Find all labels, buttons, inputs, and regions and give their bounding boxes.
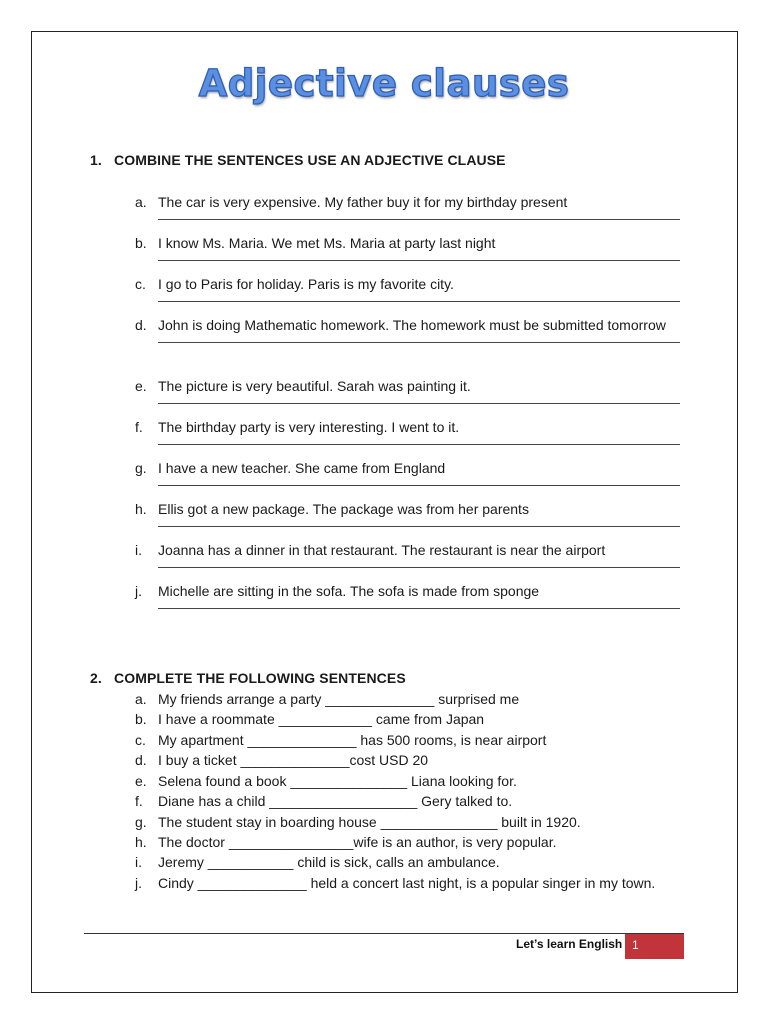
exercise-2-item-j <box>135 873 680 893</box>
item-letter: j. <box>135 583 142 599</box>
item-letter: b. <box>135 235 147 251</box>
item-letter: f. <box>135 793 143 809</box>
answer-line[interactable] <box>158 526 680 527</box>
item-text: Ellis got a new package. The package was from her parents <box>158 501 529 517</box>
answer-line[interactable] <box>158 260 680 261</box>
exercise-1-item-i <box>135 540 680 568</box>
exercise-2-item-g <box>135 812 680 832</box>
item-text[interactable]: Jeremy ___________ child is sick, calls an ambulance. <box>158 854 500 870</box>
item-letter: d. <box>135 752 147 768</box>
exercise-2-item-h <box>135 832 680 852</box>
exercise-2-item-b <box>135 709 680 729</box>
item-letter: c. <box>135 276 146 292</box>
footer-divider <box>84 933 684 934</box>
item-letter: g. <box>135 460 147 476</box>
item-letter: f. <box>135 419 143 435</box>
item-text[interactable]: I have a roommate ____________ came from Japan <box>158 711 485 727</box>
footer-label: Let’s learn English <box>516 937 623 951</box>
item-text[interactable]: The doctor ________________wife is an author, is very popular. <box>158 834 557 850</box>
exercise-1-item-d <box>135 315 680 343</box>
item-letter: i. <box>135 542 142 558</box>
item-text[interactable]: I buy a ticket ______________cost USD 20 <box>158 752 429 768</box>
section-2-title: COMPLETE THE FOLLOWING SENTENCES <box>114 670 406 686</box>
item-text[interactable]: Cindy ______________ held a concert last night, is a popular singer in my town. <box>158 875 656 891</box>
item-text[interactable]: My friends arrange a party ______________ surprised me <box>158 691 520 707</box>
item-letter: g. <box>135 814 147 830</box>
item-letter: e. <box>135 378 147 394</box>
page-title: Adjective clauses <box>198 62 570 105</box>
item-text[interactable]: Selena found a book _______________ Liana looking for. <box>158 773 517 789</box>
answer-line[interactable] <box>158 219 680 220</box>
exercise-1-item-f <box>135 417 680 445</box>
exercise-1-item-b <box>135 233 680 261</box>
item-text: I have a new teacher. She came from England <box>158 460 446 476</box>
item-letter: c. <box>135 732 146 748</box>
section-1-title: COMBINE THE SENTENCES USE AN ADJECTIVE CLAUSE <box>114 152 506 168</box>
item-text: Joanna has a dinner in that restaurant. The restaurant is near the airport <box>158 542 606 558</box>
item-text: The birthday party is very interesting. I went to it. <box>158 419 460 435</box>
page-number-badge <box>625 934 684 959</box>
exercise-2-item-e <box>135 771 680 791</box>
exercise-1-item-g <box>135 458 680 486</box>
item-letter: h. <box>135 501 147 517</box>
answer-line[interactable] <box>158 403 680 404</box>
item-text[interactable]: The student stay in boarding house _______________ built in 1920. <box>158 814 581 830</box>
section-2-heading <box>90 670 406 686</box>
item-letter: h. <box>135 834 147 850</box>
item-letter: d. <box>135 317 147 333</box>
exercise-1-item-j <box>135 581 680 609</box>
section-1-number: 1. <box>90 152 102 168</box>
exercise-1-item-h <box>135 499 680 527</box>
item-text: John is doing Mathematic homework. The homework must be submitted tomorrow <box>158 317 666 333</box>
answer-line[interactable] <box>158 301 680 302</box>
exercise-2-item-c <box>135 730 680 750</box>
answer-line[interactable] <box>158 485 680 486</box>
exercise-2-item-i <box>135 852 680 872</box>
exercise-2-item-f <box>135 791 680 811</box>
item-letter: a. <box>135 691 147 707</box>
item-letter: b. <box>135 711 147 727</box>
item-letter: i. <box>135 854 142 870</box>
exercise-2-item-a <box>135 689 680 709</box>
section-2-number: 2. <box>90 670 102 686</box>
exercise-1-item-a <box>135 192 680 220</box>
answer-line[interactable] <box>158 567 680 568</box>
item-text: I know Ms. Maria. We met Ms. Maria at party last night <box>158 235 496 251</box>
item-text: Michelle are sitting in the sofa. The sofa is made from sponge <box>158 583 540 599</box>
item-text: The picture is very beautiful. Sarah was painting it. <box>158 378 471 394</box>
answer-line[interactable] <box>158 608 680 609</box>
item-letter: a. <box>135 194 147 210</box>
exercise-1-item-c <box>135 274 680 302</box>
exercise-1-item-e <box>135 376 680 404</box>
item-text: The car is very expensive. My father buy it for my birthday present <box>158 194 568 210</box>
page-number: 1 <box>632 938 639 952</box>
exercise-2-item-d <box>135 750 680 770</box>
section-1-heading <box>90 152 506 168</box>
item-letter: j. <box>135 875 142 891</box>
item-text: I go to Paris for holiday. Paris is my favorite city. <box>158 276 454 292</box>
answer-line[interactable] <box>158 444 680 445</box>
answer-line[interactable] <box>158 342 680 343</box>
item-text[interactable]: Diane has a child ___________________ Gery talked to. <box>158 793 513 809</box>
item-text[interactable]: My apartment ______________ has 500 rooms, is near airport <box>158 732 547 748</box>
item-letter: e. <box>135 773 147 789</box>
